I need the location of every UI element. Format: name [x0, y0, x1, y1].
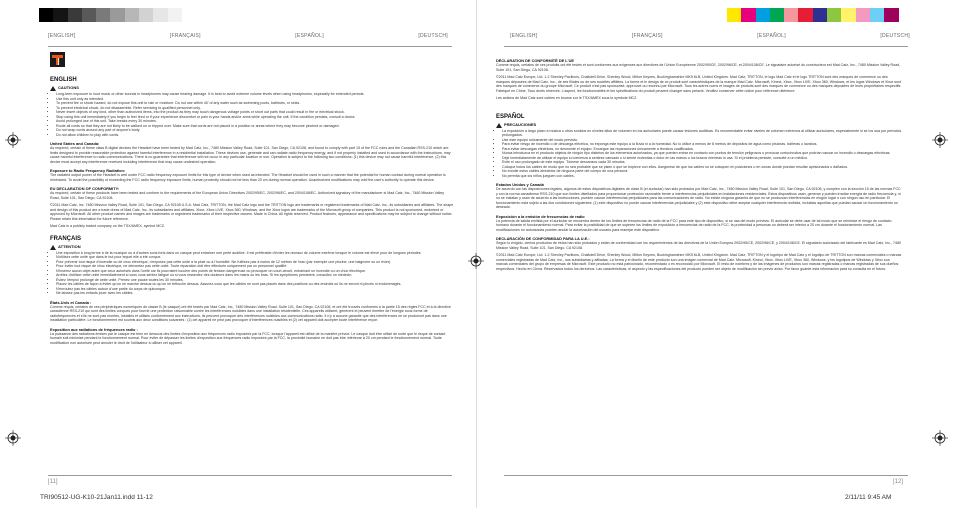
list-item: • Use this unit only as intended.	[56, 97, 454, 102]
color-swatch	[899, 8, 913, 22]
footer-rule	[504, 475, 908, 476]
color-swatch	[39, 8, 53, 22]
list-item: • N'enroulez pas les câbles autour d'une partie du corps de quiconque.	[56, 287, 454, 292]
language-bar-right	[510, 33, 910, 45]
color-swatch	[82, 8, 96, 22]
list-item: • Never insert objects of any kind, other than authorized items, into the product as they may touch dangerous voltage points or short out parts that could result in fire or electrical shock.	[56, 110, 454, 115]
paragraph: Comme requis, certains de ces produits ont été testés et sont conformes aux exigences aux directives de l'Union Européenne 2002/95/CE, 2002/96/CE, et 2004/108/CE. Le signataire autorisé du constructeur est Mad Catz, Inc., 7480 Mission Valley Road, Suite 101, San Diego, CA 92108.	[496, 63, 901, 72]
lang-tab-english: [ENGLISH]	[48, 33, 76, 39]
list-item: • Ne laissez pas les enfants jouer avec les câbles.	[56, 291, 454, 296]
caution-label: PRECAUCIONES	[504, 121, 537, 127]
list-item: • No permita que los niños jueguen con cables.	[502, 174, 902, 179]
list-item: • Coloque todos los cables de modo que no sea probable que se pisen o que se tropiece con ellos. Asegúrese de que los cables no se coloquen en posiciones o en zonas donde puedan resultar aprisionados o dañados.	[502, 165, 902, 170]
spanish-caution-list	[496, 129, 902, 179]
color-swatch	[813, 8, 827, 22]
caution-label: CAUTIONS	[58, 85, 79, 91]
list-item: • Route all cords so that they are not likely to be walked on or tripped over. Make sure that cords are not placed in a position or areas where they may become pinched or damaged.	[56, 124, 454, 129]
paragraph: La puissance des radiations émises par le casque est bien en dessous des limites d'exposition aux fréquences radio imposées par la FCC, lorsque l'appareil est utilisé de la manière prévue. Le casque doit être utilisé de sorte que le risque de contact humain soit minimisé pendant le fonctionnement normal. Pour éviter de dépasser les limites d'exposition aux fréquences radio imposées par la FCC, la proximité humaine ne doit pas être inférieure à 20 cm pendant le fonctionnement normal. Toute modification non autorisée peut annuler le droit de l'utilisateur à utiliser cet appareil.	[50, 331, 446, 345]
section-heading-spanish: ESPAÑOL	[496, 113, 525, 120]
subsection-title: Exposition aux radiations de fréquences radio :	[50, 326, 138, 332]
paragraph: De acuerdo con las disposiciones legales, algunos de estos dispositivos digitales de clase B (el auricular) han sido probados por Mad Catz, Inc., 7480 Mission Valley Road, Suite 101, San Diego, CA 92108, y cumplen con la sección 15 de las normas FCC y con la norma canadiense RSS-210 que son límites diseñados para proporcionar protección razonable frente a interferencias perjudiciales en instalaciones residenciales. Estos dispositivos usan, generan y pueden irradiar energía de radio frecuencia y, si no se instalan y usan de acuerdo a las instrucciones, pueden causar interferencias perjudiciales para las comunicaciones de radio. No existe ninguna garantía de que no se produzcan interferencias en ningún lugar o con ningún uso en particular. El funcionamiento está sujeto a las dos condiciones siguientes: (1) este dispositivo no puede causar interferencias perjudiciales y (2) este dispositivo debe aceptar cualquier interferencia recibida, incluidas aquellas que puedan causar un funcionamiento no deseado.	[496, 187, 901, 209]
registration-mark-icon	[5, 430, 21, 446]
color-swatch	[168, 8, 182, 22]
lang-tab-spanish: [ESPAÑOL]	[295, 33, 324, 39]
subsection-title: EU DECLARATION OF CONFORMITY:	[50, 186, 120, 191]
list-item: • Placez les câbles de façon à éviter qu'on ne marche dessus ou qu'on ne trébuche dessus. Assurez-vous que les câbles ne sont pas placés dans des positions ou des endroits où ils ne seront ni pincés ni endommagés.	[56, 282, 454, 287]
lang-tab-french: [FRANÇAIS]	[631, 33, 663, 39]
list-item: • Avoid prolonged use of this unit. Take breaks every 30 minutes.	[56, 119, 454, 124]
header-rule	[48, 46, 452, 47]
print-timestamp: 2/11/11 9:45 AM	[845, 494, 892, 501]
language-bar-left	[48, 33, 448, 45]
paragraph: As required, certain of these class B digital devices the Headset have been tested by Mad Catz, Inc., 7480 Mission Valley Road, Suite 101, San Diego, CA 92108, and found to comply with part 15 of the FCC rules and the Canadian RSS-210 which are limits designed to provide reasonable protection against harmful interference in a residential installation. These devices use, generate and can radiate radio frequency energy, and if not properly installed and used in accordance with the instructions, may cause harmful interference to radio communications. There is no guarantee that interference will not occur in any particular location or use. Operation is subject to the following two conditions: (1) this device may not cause harmful interference, (2) this device must accept any interference received including interference that may cause undesired operation.	[50, 146, 451, 164]
color-swatch	[870, 8, 884, 22]
color-swatch	[153, 8, 167, 22]
subsection-title: United States and Canada:	[50, 141, 100, 146]
english-caution-list	[50, 92, 454, 137]
page-number-left: [11]	[48, 479, 58, 485]
color-swatch-bar	[727, 8, 913, 22]
french-caution-list	[50, 251, 454, 296]
copyright-paragraph: ©2011 Mad Catz, Inc. 7480 Mission Valley Road, Suite 101, San Diego, CA 92108 U.S.A. Mad Catz, TRITTON, the Mad Catz logo and the TRITTON logo are trademarks or registered trademarks of Mad Catz, Inc., its subsidiaries and affiliates. The shape and design of this product are a trade dress of Mad Catz, Inc., its subsidiaries and affiliates. Xbox, Xbox LIVE, Xbox 360, Windows, and the Xbox logos are trademarks of the Microsoft group of companies. This product is not sponsored, endorsed or approved by Microsoft. All other product names and images are trademarks or registered trademarks of their respective owners. Made in China. All rights reserved. Product features, appearance and specifications may be subject to change without notice. Please retain this information for future reference.	[50, 203, 454, 221]
color-swatch	[784, 8, 798, 22]
copyright-paragraph: ©2011 Mad Catz Europe, Ltd. 1-2 Shenley Pavilions, Chalkdell Drive, Shenley Wood, Milton Keynes, Buckinghamshire MK5 6LB, United Kingdom. Mad Catz, TRITTON, le logo Mad Catz et le logo TRITTON sont des marques de commerce ou des marques déposées de Mad Catz, Inc., de ses filiales ou de ses sociétés affiliées. La forme et le design de ce produit sont caractéristiques de la marque Mad Catz. Microsoft, Kinect, Xbox, Xbox LIVE, Xbox 360, Windows, et les logos Windows et Xbox sont des marques de commerce du groupe Microsoft. Ce produit n'est pas sponsorisé, approuvé ou reconnu par Microsoft. Tous les autres noms et images de produits sont des marques de commerce ou des marques déposées de leurs propriétaires respectifs. Fabriqué en Chine. Tous droits réservés. L'aspect, les fonctionnalités et les spécifications du produit peuvent changer sans préavis. Veuillez conserver cette notice pour référence ultérieure.	[496, 75, 902, 93]
lang-tab-german: [DEUTSCH]	[880, 33, 910, 39]
list-item: • Do not wrap cords around any part of anyone's body.	[56, 128, 454, 133]
list-item: • Nunca introduzca en el producto objetos de ningún tipo distintos de los elementos autorizados, ya que pueden entrar en contacto con puntos de tensión peligrosos o provocar cortocircuitos que podrían causar un incendio o descargas eléctricas.	[502, 151, 902, 156]
right-page-content	[496, 58, 902, 274]
left-page-content	[50, 76, 454, 348]
color-swatch	[139, 8, 153, 22]
list-item: • Une exposition à long terme à de la musique ou à d'autres sons forts dans un casque peut entraîner une perte auditive. Il est préférable d'éviter les niveaux de volume extrême lorsque le volume est élevé pour de longues périodes.	[56, 251, 454, 256]
list-item: • Arrêtez d'utiliser cette unité immédiatement si vous vous sentez fatigué ou si vous ressentez des douleurs dans les mains ou les bras. Si les symptômes persistent, consultez un médecin.	[56, 273, 454, 278]
subsection-title: DÉCLARATION DE CONFORMITÉ DE L'UE	[496, 58, 575, 63]
tritton-logo-icon	[50, 52, 65, 67]
copyright-paragraph: ©2011 Mad Catz Europe, Ltd. 1-2 Shenley Pavilions, Chalkdell Drive, Shenley Wood, Milton Keynes, Buckinghamshire MK5 6LB, United Kingdom. Mad Catz, TRITTON y el logotipo de Mad Catz y el logotipo de TRITTON son marcas comerciales o marcas comerciales registradas de Mad Catz, Inc., sus subsidiarias y afiliadas. La forma y el diseño de este producto son una imagen comercial de Mad Catz. Microsoft, Kinect, Xbox, Xbox LIVE, Xbox 360, Windows, y los logotipos de Windows y Xbox son marcas comerciales del grupo de empresas de Microsoft. Este producto no está patrocinado, recomendado o es reconocido por Microsoft. El resto de nombres y de las imágenes de productos son marcas registradas o marcas registradas de sus dueños respectivos. Hecho en China. Reservados todos los derechos. Las características, el aspecto y las especificaciones del producto pueden ser objeto de modificación sin previo aviso. Por favor guarde esta información para su consulta en el futuro.	[496, 253, 902, 271]
color-swatch	[727, 8, 741, 22]
lang-tab-french: [FRANÇAIS]	[169, 33, 201, 39]
color-swatch	[798, 8, 812, 22]
list-item: • Para evitar descargas eléctricas, no desmonte el equipo. Encargue las reparaciones únicamente a técnicos cualificados.	[502, 147, 902, 152]
list-item: • To prevent electrical shock, do not disassemble. Refer servicing to qualified personnel only.	[56, 106, 454, 111]
list-item: • Deje inmediatamente de utilizar el equipo si comienza a sentirse cansado o si siente molestias o dolor en las manos o los brazos mientras lo usa. Si el problema persiste, consulte a un médico.	[502, 156, 902, 161]
paragraph: Les actions de Mad Catz sont cotées en bourse sur le TSX/AMEX sous le symbole MCZ.	[496, 96, 638, 100]
color-swatch	[96, 8, 110, 22]
list-item: • Long-term exposure to loud music or other sounds in headphones may cause hearing damage. It is best to avoid extreme volume levels when using headphones, especially for extended periods.	[56, 92, 454, 97]
color-swatch	[884, 8, 898, 22]
paragraph: La potencia de salida emitida por el auricular se encuentra dentro de los límites de frecuencias de radio de la FCC para este tipo de dispositivo, si se usa del modo previsto. El auricular se debe usar de tal modo que se minimice el riesgo de contacto humano durante el funcionamiento normal. Para evitar la posibilidad de que se superen los límites de exposición a frecuencias de radio de la FCC, la proximidad a personas no deberá ser inferior a 20 cm durante el funcionamiento normal. Las modificaciones no autorizadas pueden anular la autorización del usuario para manejar este dispositivo.	[496, 218, 892, 232]
paragraph: Mad Catz is a publicly traded company on the TSX/AMEX, symbol MCZ.	[50, 224, 165, 228]
list-item: • Do not allow children to play with cords.	[56, 133, 454, 138]
list-item: • Pour prévenir tout risque d'incendie ou de choc électrique, n'exposez pas cette unité à la pluie ou à l'humidité. Ne l'utilisez pas à moins de 12 mètres de l'eau (par exemple une piscine, une baignoire ou un évier).	[56, 260, 454, 265]
subsection-title: Exposición a la emisión de frecuencias de radio	[496, 213, 585, 219]
list-item: • N'utilisez cette unité que dans le but pour lequel elle a été conçue.	[56, 255, 454, 260]
color-swatch	[182, 8, 196, 22]
color-swatch	[770, 8, 784, 22]
caution-label: ATTENTION	[58, 243, 81, 249]
registration-mark-icon	[468, 253, 484, 269]
section-heading-french: FRANÇAIS	[50, 235, 81, 242]
page-number-right: [12]	[893, 479, 904, 485]
paragraph: The radiated output power of the Headset is well under FCC radio frequency exposure limits for this type of device when used as intended. The Headset should be used in such a manner that the potential for human contact during normal operation is minimized. To avoid the possibility of exceeding the FCC radio frequency exposure limits, human proximity should not be less than 20 cm during normal operation. Unauthorized modifications may void the user's authority to operate this device.	[50, 173, 446, 182]
list-item: • N'insérez aucun objet autre que ceux autorisés dans l'unité car ils pourraient toucher des points de tension dangereuse ou provoquer un court-circuit, entraînant un incendie ou un choc électrique.	[56, 269, 454, 274]
file-slug: TRI90512-UG-K10-21Jan11.indd 11-12	[40, 494, 153, 501]
color-swatch	[53, 8, 67, 22]
warning-triangle-icon	[496, 123, 502, 128]
lang-tab-spanish: [ESPAÑOL]	[757, 33, 786, 39]
warning-triangle-icon	[50, 245, 56, 250]
footer-rule	[48, 475, 452, 476]
list-item: • To prevent fire or shock hazard, do not expose this unit to rain or moisture. Do not use within 40' of any water such as swimming pools, bathtubs, or sinks.	[56, 101, 454, 106]
header-rule	[504, 46, 908, 47]
color-swatch	[110, 8, 124, 22]
color-swatch	[68, 8, 82, 22]
lang-tab-german: [DEUTSCH]	[418, 33, 448, 39]
list-item: • Stop using this unit immediately if you begin to feel tired or if your experience discomfort or pain in your hands and/or arms while operating the unit. If the condition persists, consult a doctor.	[56, 115, 454, 120]
color-swatch	[125, 8, 139, 22]
list-item: • Evite el uso prolongado de este equipo. Tómese descansos cada 30 minutos.	[502, 160, 902, 165]
color-swatch	[756, 8, 770, 22]
lang-tab-english: [ENGLISH]	[510, 33, 538, 39]
list-item: • Use este equipo únicamente del modo previsto.	[502, 138, 902, 143]
caution-header	[50, 86, 454, 91]
list-item: • Para evitar riesgo de incendio o de descarga eléctrica, no exponga este equipo a la lluvia ni a la humedad. No lo utilice a menos de 8 metros de depósitos de agua como piscinas, bañeras o lavabos.	[502, 142, 902, 147]
color-swatch	[827, 8, 841, 22]
color-swatch	[841, 8, 855, 22]
registration-mark-icon	[932, 430, 948, 446]
color-swatch	[741, 8, 755, 22]
subsection-title: Estados Unidos y Canadá	[496, 182, 544, 187]
grayscale-swatch-bar	[39, 8, 196, 22]
subsection-title: États-Unis et Canada :	[50, 299, 92, 305]
registration-mark-icon	[5, 132, 21, 148]
paragraph: As required, certain of these products have been tested and conform to the requirements of the European Union Directives 2002/95/EC, 2002/96/EC, and 2004/108/EC. Authorized signatory of the manufacturer is Mad Catz, Inc., 7480 Mission Valley Road, Suite 101, San Diego, CA 92108.	[50, 191, 445, 200]
list-item: • Évitez l'emploi prolongé de cette unité. Prenez une pause toutes les 30 minutes.	[56, 278, 454, 283]
color-swatch	[856, 8, 870, 22]
caution-header	[50, 245, 454, 250]
caution-header	[496, 123, 902, 128]
list-item: • La exposición a largo plazo a música u otros sonidos en niveles altos de volumen en los auriculares puede causar lesiones auditivas. Es recomendable evitar niveles de volumen extremos al utilizar auriculares, especialmente si se los usa por períodos prolongados.	[502, 129, 902, 138]
list-item: • Pour éviter tout risque de choc électrique, ne démontez pas cette unité. Toute réparation doit être effectuée uniquement par un personnel qualifié.	[56, 264, 454, 269]
registration-mark-icon	[932, 132, 948, 148]
subsection-title: DECLARACIÓN DE CONFORMIDAD PARA LA U.E.:	[496, 236, 590, 241]
list-item: • No enrolle estos cables alrededor de ninguna parte del cuerpo de una persona.	[502, 169, 902, 174]
paragraph: Comme requis, certains de ces périphériques numériques de classe B (le casque) ont été testés par Mad Catz, Inc., 7480 Mission Valley Road, Suite 101, San Diego, CA 92108, et ont été trouvés conformes à la partie 15 des règles FCC et à la directive canadienne RSS-210 qui sont des limites conçues pour fournir une protection raisonnable contre les interférences nuisibles dans une installation résidentielle. Ces appareils utilisent, génèrent et peuvent émettre de l'énergie sous forme de radiofréquences et s'ils ne sont pas montés, installés et utilisés conformément aux instructions, ils peuvent provoquer des interférences nuisibles aux communications radio. Il n'y a aucune garantie que des interférences ne se produiront pas dans une installation particulière. Le fonctionnement est soumis aux deux conditions suivantes : (1) cet appareil ne peut pas provoquer d'interférences nuisibles et (2) cet appareil doit accepter toute interférence reçue.	[50, 304, 451, 322]
warning-triangle-icon	[50, 86, 56, 91]
subsection-title: Exposure to Radio Frequency Radiation:	[50, 168, 126, 173]
paragraph: Según lo exigido, ciertos productos de éstos han sido probados y están de conformidad con los requerimientos de las directivas de la Unión Europea 2002/95/CE, 2002/96/CE, y 2004/108/CE. El signatario autorizado del fabricante es Mad Catz, Inc., 7480 Mission Valley Road, Suite 101, San Diego, CA 92108.	[496, 241, 901, 250]
section-heading-english: ENGLISH	[50, 77, 77, 83]
